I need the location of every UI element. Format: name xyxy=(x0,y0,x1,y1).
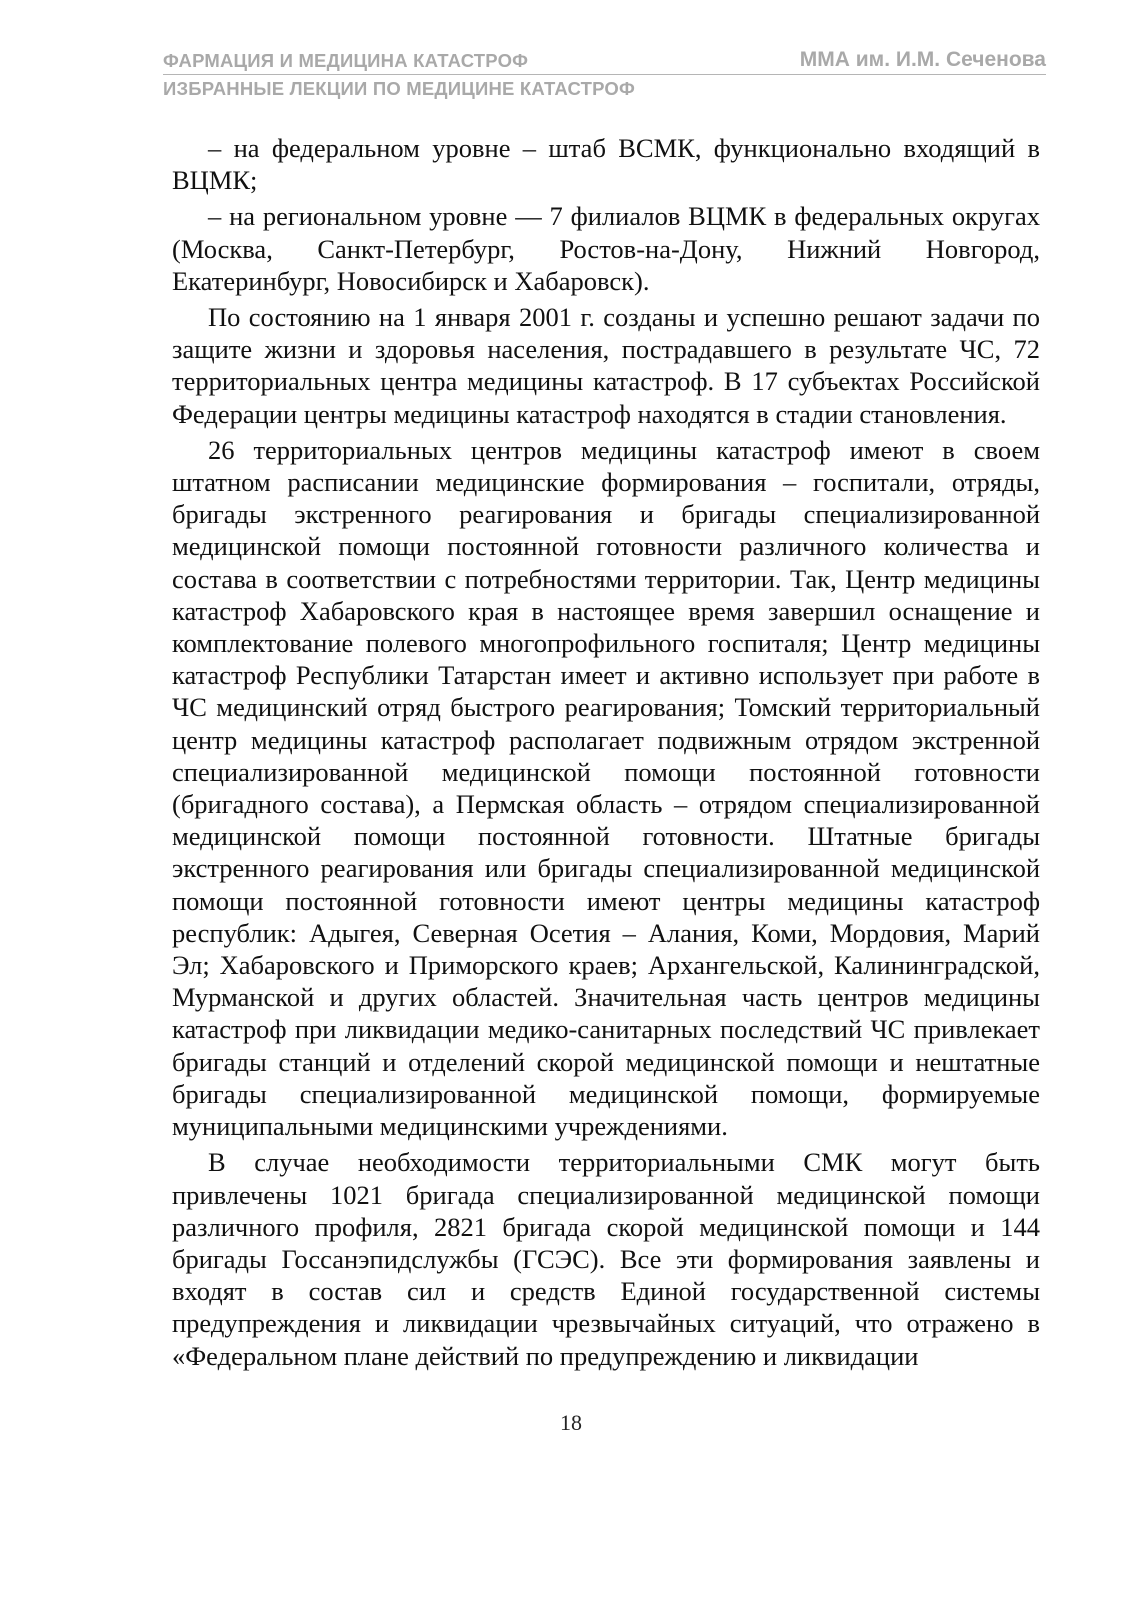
page-body-text xyxy=(172,132,1040,1376)
header-book-title: ФАРМАЦИЯ И МЕДИЦИНА КАТАСТРОФ xyxy=(163,50,529,71)
header-subtitle: ИЗБРАННЫЕ ЛЕКЦИИ ПО МЕДИЦИНЕ КАТАСТРОФ xyxy=(163,78,635,99)
paragraph-brigades: В случае необходимости территориальными СМК могут быть привлечены 1021 бригада специализированной медицинской помощи различного профиля, 2821 бригада скорой медицинской помощи и 144 бригады Госсанэпидслужбы (ГСЭС). Все эти формирования заявлены и входят в состав сил и средств Единой государственной системы предупреждения и ликвидации чрезвычайных ситуаций, что отражено в «Федеральном плане действий по предупреждению и ликвидации xyxy=(172,1147,1040,1371)
page-number: 18 xyxy=(560,1410,582,1435)
paragraph-medical-formations: 26 территориальных центров медицины катастроф имеют в своем штатном расписании медицинские формирования – госпитали, отряды, бригады экстренного реагирования и бригады специализированной медицинской помощи постоянной готовности различного количества и состава в соответствии с потребностями территории. Так, Центр медицины катастроф Хабаровского края в настоящее время завершил оснащение и комплектование полевого многопрофильного госпиталя; Центр медицины катастроф Республики Татарстан имеет и активно использует при работе в ЧС медицинский отряд быстрого реагирования; Томский территориальный центр медицины катастроф располагает подвижным отрядом экстренной специализированной медицинской помощи постоянной готовности (бригадного состава), а Пермская область – отрядом специализированной медицинской помощи постоянной готовности. Штатные бригады экстренного реагирования или бригады специализированной медицинской помощи постоянной готовности имеют центры медицины катастроф республик: Адыгея, Северная Осетия – Алания, Коми, Мордовия, Марий Эл; Хабаровского и Приморского краев; Архангельской, Калининградской, Мурманской и других областей. Значительная часть центров медицины катастроф при ликвидации медико-санитарных последствий ЧС привлекает бригады станций и отделений скорой медицинской помощи и нештатные бригады специализированной медицинской помощи, формируемые муниципальными медицинскими учреждениями. xyxy=(172,434,1040,1142)
running-header xyxy=(163,48,1046,100)
paragraph-territorial-centers: По состоянию на 1 января 2001 г. созданы и успешно решают задачи по защите жизни и здоровья населения, пострадавшего в результате ЧС, 72 территориальных центра медицины катастроф. В 17 субъектах Российской Федерации центры медицины катастроф находятся в стадии становления. xyxy=(172,302,1040,429)
paragraph-regional-level: – на региональном уровне — 7 филиалов ВЦМК в федеральных округах (Москва, Санкт-Петербург, Ростов-на-Дону, Нижний Новгород, Екатеринбург, Новосибирск и Хабаровск). xyxy=(172,201,1040,296)
header-row-top xyxy=(163,48,1046,75)
header-publisher: ММА им. И.М. Сеченова xyxy=(799,48,1046,71)
paragraph-federal-level: – на федеральном уровне – штаб ВСМК, функционально входящий в ВЦМК; xyxy=(172,133,1040,196)
